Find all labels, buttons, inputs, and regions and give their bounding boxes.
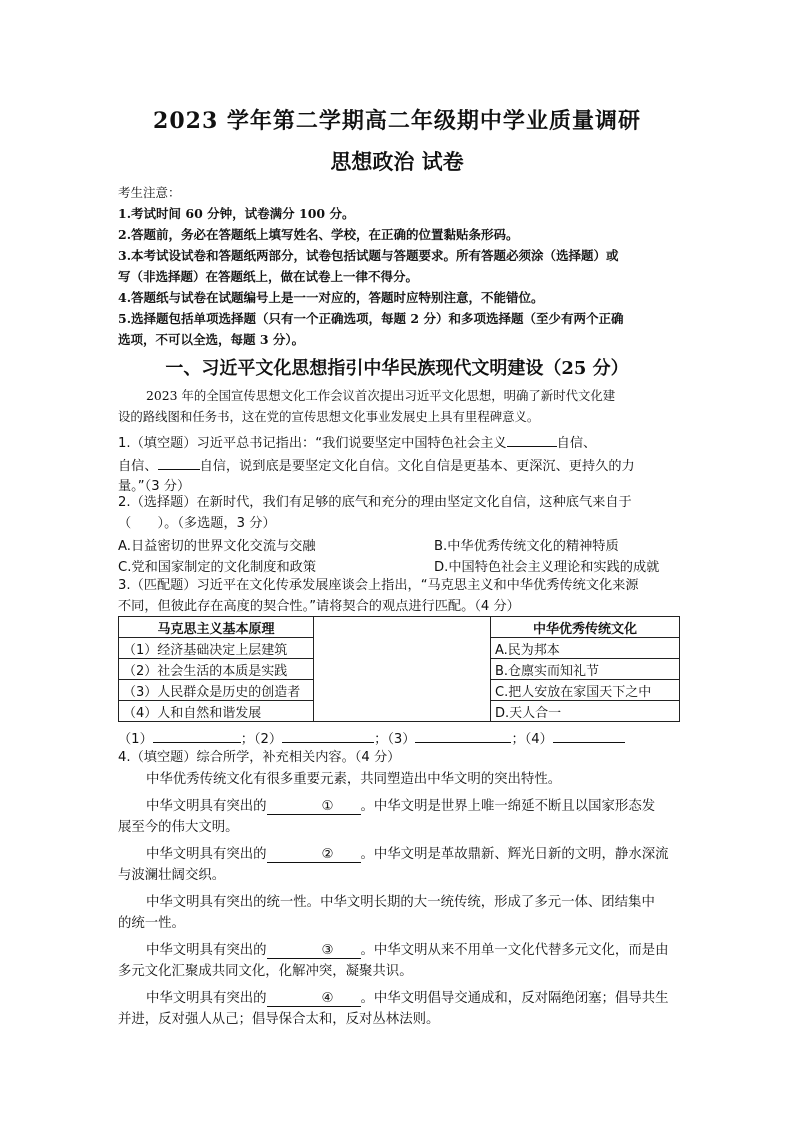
q4-text: 中华文明具有突出的统一性。中华文明长期的大一统传统，形成了多元一体、团结集中 bbox=[146, 894, 655, 910]
answer-label: （1） bbox=[118, 732, 153, 747]
section-intro bbox=[118, 386, 676, 427]
notice-item: 5.选择题包括单项选择题（只有一个正确选项，每题 2 分）和多项选择题（至少有两个正确 bbox=[118, 311, 624, 326]
q4-text: 。中华文明是革故鼎新、辉光日新的文明，静水深流 bbox=[360, 846, 669, 862]
notice-block bbox=[118, 182, 678, 350]
question-2 bbox=[118, 493, 676, 534]
q4-text: 中华文明具有突出的 bbox=[146, 798, 267, 814]
intro-line: 2023 年的全国宣传思想文化工作会议首次提出习近平文化思想，明确了新时代文化建 bbox=[146, 388, 616, 403]
left-item: （4）人和自然和谐发展 bbox=[119, 701, 314, 722]
intro-line: 设的路线图和任务书，这在党的宣传思想文化事业发展史上具有里程碑意义。 bbox=[118, 408, 540, 424]
q1-text: 量。”（3 分） bbox=[118, 479, 191, 494]
right-header: 中华优秀传统文化 bbox=[491, 617, 680, 638]
notice-item: 写（非选择题）在答题纸上，做在试卷上一律不得分。 bbox=[118, 269, 419, 284]
right-item: B.仓廪实而知礼节 bbox=[491, 659, 680, 680]
left-header: 马克思主义基本原理 bbox=[119, 617, 314, 638]
q4-text: 中华文明具有突出的 bbox=[146, 846, 267, 862]
blank-marker-4[interactable]: ④ bbox=[267, 992, 361, 1007]
question-4-body bbox=[118, 769, 676, 1031]
q4-text: 。中华文明是世界上唯一绵延不断且以国家形态发 bbox=[360, 798, 656, 814]
q4-text: 中华文明具有突出的 bbox=[146, 990, 267, 1006]
right-item: A.民为邦本 bbox=[491, 638, 680, 659]
q1-blank-1[interactable] bbox=[507, 432, 557, 447]
right-item: C.把人安放在家国天下之中 bbox=[491, 680, 680, 701]
notice-item: 3.本考试设试卷和答题纸两部分，试卷包括试题与答题要求。所有答题必须涂（选择题）或 bbox=[118, 248, 619, 263]
q4-text: 展至今的伟大文明。 bbox=[118, 820, 239, 835]
blank-marker-1[interactable]: ① bbox=[267, 800, 361, 815]
q2-option-b[interactable]: B.中华优秀传统文化的精神特质 bbox=[434, 539, 619, 554]
answer-blank-2[interactable] bbox=[282, 728, 374, 743]
q1-text: 自信、 bbox=[556, 436, 597, 451]
notice-item: 2.答题前，务必在答题纸上填写姓名、学校，在正确的位置黏贴条形码。 bbox=[118, 227, 519, 242]
q2-stem: （ ）。（多选题，3 分） bbox=[118, 515, 276, 531]
q3-answer-row bbox=[118, 728, 678, 747]
q2-stem: 2.（选择题）在新时代，我们有足够的底气和充分的理由坚定文化自信，这种底气来自于 bbox=[118, 495, 632, 510]
exam-subtitle: 思想政治 试卷 bbox=[330, 149, 464, 174]
q4-text: 。中华文明从来不用单一文化代替多元文化，而是由 bbox=[360, 942, 669, 958]
notice-item: 选项，不可以全选，每题 3 分）。 bbox=[118, 332, 305, 347]
q4-text: 。中华文明倡导交通成和，反对隔绝闭塞；倡导共生 bbox=[360, 990, 669, 1006]
question-1 bbox=[118, 432, 676, 498]
notice-item: 1.考试时间 60 分钟，试卷满分 100 分。 bbox=[118, 206, 355, 221]
right-item: D.天人合一 bbox=[491, 701, 680, 722]
answer-label: ；（3） bbox=[374, 732, 416, 747]
q2-option-c[interactable]: C.党和国家制定的文化制度和政策 bbox=[118, 560, 317, 575]
q4-stem: 4.（填空题）综合所学，补充相关内容。（4 分） bbox=[118, 750, 401, 765]
answer-blank-3[interactable] bbox=[415, 728, 511, 743]
question-3 bbox=[118, 576, 676, 617]
q2-option-a[interactable]: A.日益密切的世界文化交流与交融 bbox=[118, 539, 316, 554]
notice-heading: 考生注意： bbox=[118, 185, 181, 200]
answer-label: ；（4） bbox=[511, 732, 553, 747]
blank-marker-2[interactable]: ② bbox=[267, 848, 361, 863]
q4-text: 的统一性。 bbox=[118, 916, 185, 931]
q3-stem: 3.（匹配题）习近平在文化传承发展座谈会上指出，“马克思主义和中华优秀传统文化来源 bbox=[118, 578, 639, 593]
section-title: 一、习近平文化思想指引中华民族现代文明建设（25 分） bbox=[165, 358, 629, 379]
answer-blank-1[interactable] bbox=[153, 728, 241, 743]
blank-marker-3[interactable]: ③ bbox=[267, 944, 361, 959]
q1-text: 自信，说到底是要坚定文化自信。文化自信是更基本、更深沉、更持久的力 bbox=[199, 458, 635, 474]
q3-stem: 不同，但彼此存在高度的契合性。”请将契合的观点进行匹配。（4 分） bbox=[118, 598, 520, 614]
q4-text: 多元文化汇聚成共同文化，化解冲突，凝聚共识。 bbox=[118, 964, 413, 979]
q1-text: 自信、 bbox=[118, 458, 158, 474]
answer-label: ；（2） bbox=[240, 732, 283, 747]
q4-text: 并进，反对强人从己；倡导保合太和，反对丛林法则。 bbox=[118, 1012, 440, 1027]
q2-option-d[interactable]: D.中国特色社会主义理论和实践的成就 bbox=[434, 560, 660, 575]
answer-blank-4[interactable] bbox=[553, 728, 625, 743]
left-item: （2）社会生活的本质是实践 bbox=[119, 659, 314, 680]
q4-text: 中华文明具有突出的 bbox=[146, 942, 267, 958]
q3-matching-table bbox=[118, 616, 680, 722]
notice-item: 4.答题纸与试卷在试题编号上是一一对应的，答题时应特别注意，不能错位。 bbox=[118, 290, 544, 305]
match-space bbox=[314, 617, 491, 722]
q4-text: 与波澜壮阔交织。 bbox=[118, 868, 226, 883]
q1-blank-2[interactable] bbox=[158, 455, 200, 470]
left-item: （3）人民群众是历史的创造者 bbox=[119, 680, 314, 701]
left-item: （1）经济基础决定上层建筑 bbox=[119, 638, 314, 659]
exam-title: 2023 学年第二学期高二年级期中学业质量调研 bbox=[153, 108, 641, 134]
q1-text: 1.（填空题）习近平总书记指出：“我们说要坚定中国特色社会主义 bbox=[118, 436, 507, 451]
q4-paragraph: 中华优秀传统文化有很多重要元素，共同塑造出中华文明的突出特性。 bbox=[146, 772, 562, 787]
